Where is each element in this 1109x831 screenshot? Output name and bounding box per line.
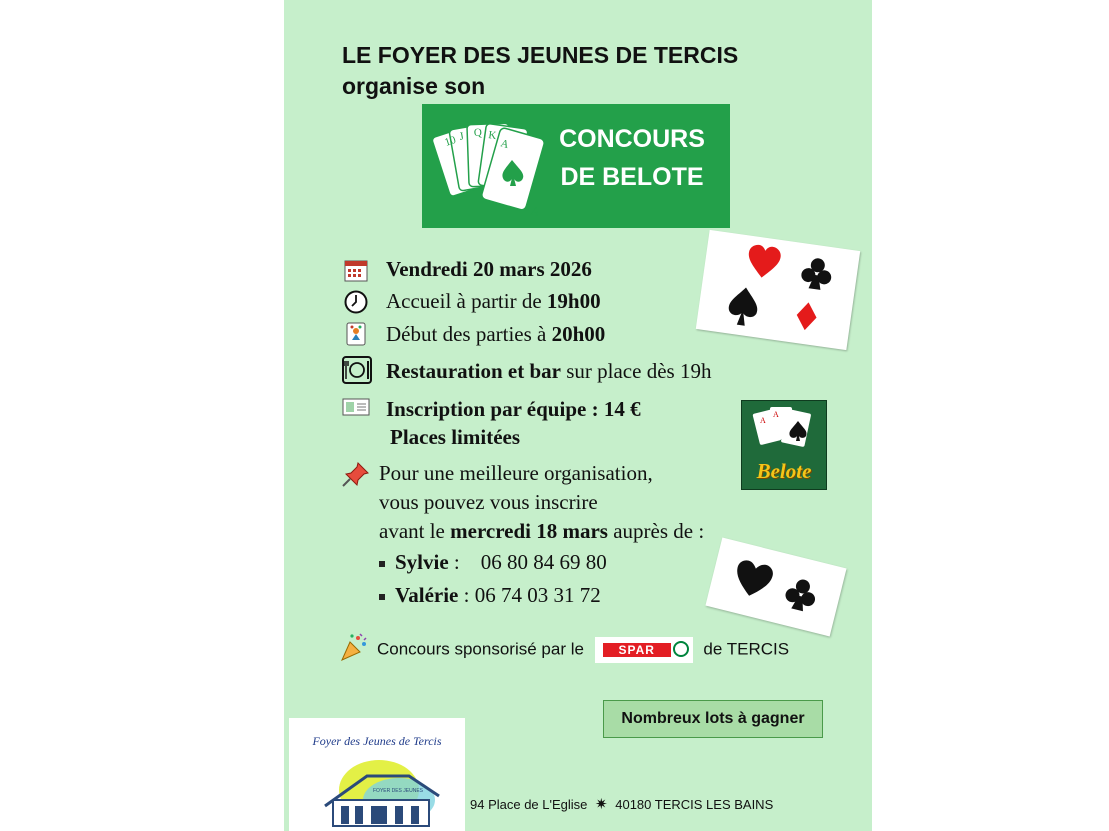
party-popper-icon [340,632,368,662]
welcome-prefix: Accueil à partir de [386,289,547,313]
signup-deadline: mercredi 18 mars [450,519,608,543]
contact-sep: : [448,550,481,574]
limited-places [390,425,520,450]
contact-name: Valérie [395,583,459,607]
welcome-time [386,289,601,314]
event-date [386,257,592,282]
start-time-value: 20h00 [551,322,606,346]
title-line-organizer: LE FOYER DES JEUNES DE TERCIS [342,42,739,68]
calendar-icon [344,258,368,282]
bullet-icon [379,594,385,600]
welcome-time-value: 19h00 [546,289,601,313]
contact-phone: 06 80 84 69 80 [480,550,607,574]
signup-line-2: vous pouvez vous inscrire [379,490,598,514]
spar-logo [595,637,693,663]
foyer-sign-text: FOYER DES JEUNES [373,788,424,794]
spade-icon [727,286,761,328]
food-rest: sur place dès 19h [560,359,712,383]
card-letter: 10 [443,134,458,149]
registration-text: Inscription par équipe : 14 € [386,397,641,421]
address-street: 94 Place de L'Eglise [470,797,588,812]
foyer-logo [289,718,465,831]
bullet-icon [379,561,385,567]
contest-banner [422,104,730,228]
playing-cards-fan-icon [430,112,550,222]
heart-icon-dark [732,558,775,600]
card-letter: J [458,130,465,143]
event-date-text: Vendredi 20 mars 2026 [386,257,592,281]
prizes-box: Nombreux lots à gagner [603,700,823,738]
belote-logo [741,400,827,490]
card-suits-four [696,230,860,350]
suits-icons-two [705,538,846,637]
card-suits-two [705,538,846,637]
svg-text:A: A [529,203,542,220]
signup-line-1: Pour une meilleure organisation, [379,461,653,485]
contact-sep: : [458,583,475,607]
diamond-icon [795,301,819,332]
plate-cutlery-icon [342,356,372,384]
registration-fee [386,397,641,422]
limited-places-text: Places limitées [390,425,521,449]
start-prefix: Début des parties à [386,322,552,346]
signup-line-3 [379,519,704,544]
sponsor-line [377,637,789,663]
address-city: 40180 TERCIS LES BAINS [615,797,774,812]
signup-line-3-prefix: avant le [379,519,451,543]
suits-icons [696,230,860,350]
spar-brand: SPAR [603,643,671,657]
sponsor-prefix: Concours sponsorisé par le [377,639,584,659]
svg-text:A: A [773,410,779,419]
flyer-page [284,0,872,831]
title-line-organise: organise son [342,73,486,99]
card-letter: K [487,129,498,143]
club-icon [800,256,834,291]
contact-name: Sylvie [395,550,449,574]
food-bar [386,359,711,384]
svg-text:A: A [760,416,766,425]
pushpin-icon [342,461,370,487]
sponsor-suffix: de TERCIS [703,639,790,659]
start-time [386,322,605,347]
money-icon [342,398,370,416]
flyer-title [342,40,738,102]
belote-logo-text: Belote [756,459,812,483]
contact-valerie [379,583,601,608]
foyer-logo-name: Foyer des Jeunes de Tercis [312,734,442,748]
signup-line-3-suffix: auprès de : [607,519,705,543]
contact-phone: 06 74 03 31 72 [474,583,601,607]
cards-icon [742,401,826,461]
banner-line-concours: CONCOURS [559,125,705,153]
foyer-building-icon [319,748,449,828]
club-icon [783,576,820,613]
contact-sylvie [379,550,607,575]
card-joker-icon [346,322,366,346]
clock-icon [344,290,368,314]
food-bold: Restauration et bar [386,359,561,383]
banner-title [544,120,720,196]
card-letter: A [499,137,511,152]
card-letter: Q [473,126,483,139]
spar-tree-icon [673,641,689,657]
star-separator-icon: ✷ [595,796,608,813]
heart-icon [746,244,782,280]
address-line [470,795,773,813]
banner-line-belote: DE BELOTE [560,163,704,191]
